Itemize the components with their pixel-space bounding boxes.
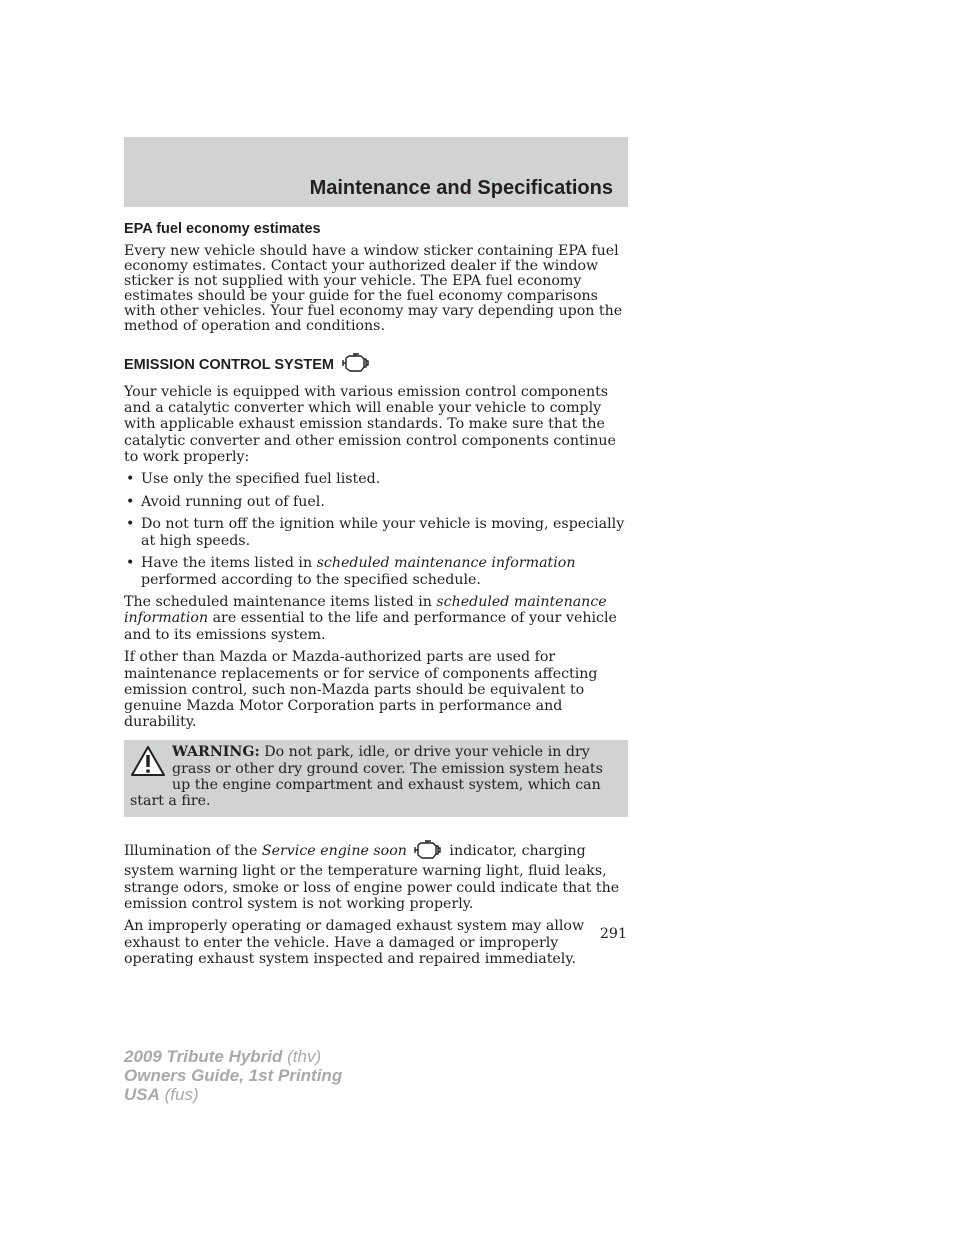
warning-box [124,740,628,817]
text: The scheduled maintenance items listed in [124,594,437,611]
footer-market: USA [124,1085,160,1104]
emphasis: Service engine soon [261,843,407,860]
warning-label: WARNING: [172,744,260,761]
page-content [124,220,628,967]
scheduled-paragraph [124,594,628,643]
footer-line-1 [124,1047,342,1066]
footer-line-3 [124,1085,342,1104]
illumination-paragraph [124,839,628,912]
document-footer [124,1047,342,1104]
emphasis: scheduled maintenance information [124,594,607,627]
list-item: • Do not turn off the ignition while your vehicle is moving, especially at high speeds. [124,516,628,548]
epa-heading: EPA fuel economy estimates [124,221,321,237]
mazda-parts-paragraph: If other than Mazda or Mazda-authorized parts are used for maintenance replacements or for service of components affecting emission control, such non-Mazda parts should be equivalent to genuine Mazda Motor Corporation parts in performance and durability. [124,649,598,731]
text: indicator, charging system warning light or the temperature warning light, fluid leaks, strange odors, smoke or loss of engine power could indicate that the emission control system is not working properly. [124,843,620,912]
emission-heading [124,352,628,377]
bullet-emphasis: scheduled maintenance information [316,555,576,572]
warning-triangle-icon [130,745,166,777]
bullet-text: performed according to the specified schedule. [141,571,481,588]
list-item: • Avoid running out of fuel. [124,494,628,510]
footer-market-code: (fus) [159,1085,199,1104]
warning-text: Do not park, idle, or drive your vehicle in dry grass or other dry ground cover. The emission system heats up the engine compartment and exhaust system, which can start a fire. [130,744,603,809]
emission-intro: Your vehicle is equipped with various emission control components and a catalytic converter which will enable your vehicle to comply with applicable exhaust emission standards. To make sure that the catalytic converter and other emission control components continue to work properly: [124,384,616,465]
section-header-band [124,137,628,207]
text: Illumination of the [124,843,262,860]
footer-line-2 [124,1066,342,1085]
text: are essential to the life and performance of your vehicle and to its emissions system. [124,610,617,643]
engine-icon [339,352,369,377]
list-item [124,555,628,587]
emission-bullet-list [124,471,628,588]
list-item: • Use only the specified fuel listed. [124,471,628,487]
footer-printing: Owners Guide, 1st Printing [124,1066,343,1085]
epa-paragraph: Every new vehicle should have a window sticker containing EPA fuel economy estimates. Contact your authorized dealer if the window sticker is not supplied with your vehicle. The EPA fuel economy estimates should be your guide for the fuel economy comparisons with other vehicles. Your fuel economy may vary depending upon the method of operation and conditions. [124,243,623,334]
section-title: Maintenance and Specifications [309,177,613,199]
emission-heading-text: EMISSION CONTROL SYSTEM [124,356,335,373]
footer-model: 2009 Tribute Hybrid [124,1047,283,1066]
exhaust-paragraph: An improperly operating or damaged exhaust system may allow exhaust to enter the vehicle. Have a damaged or improperly operating exhaust system inspected and repaired immediately. [124,918,585,967]
engine-icon [411,839,441,863]
footer-model-code: (thv) [282,1047,322,1066]
page-number: 291 [599,926,627,942]
bullet-text: Have the items listed in [141,555,317,572]
